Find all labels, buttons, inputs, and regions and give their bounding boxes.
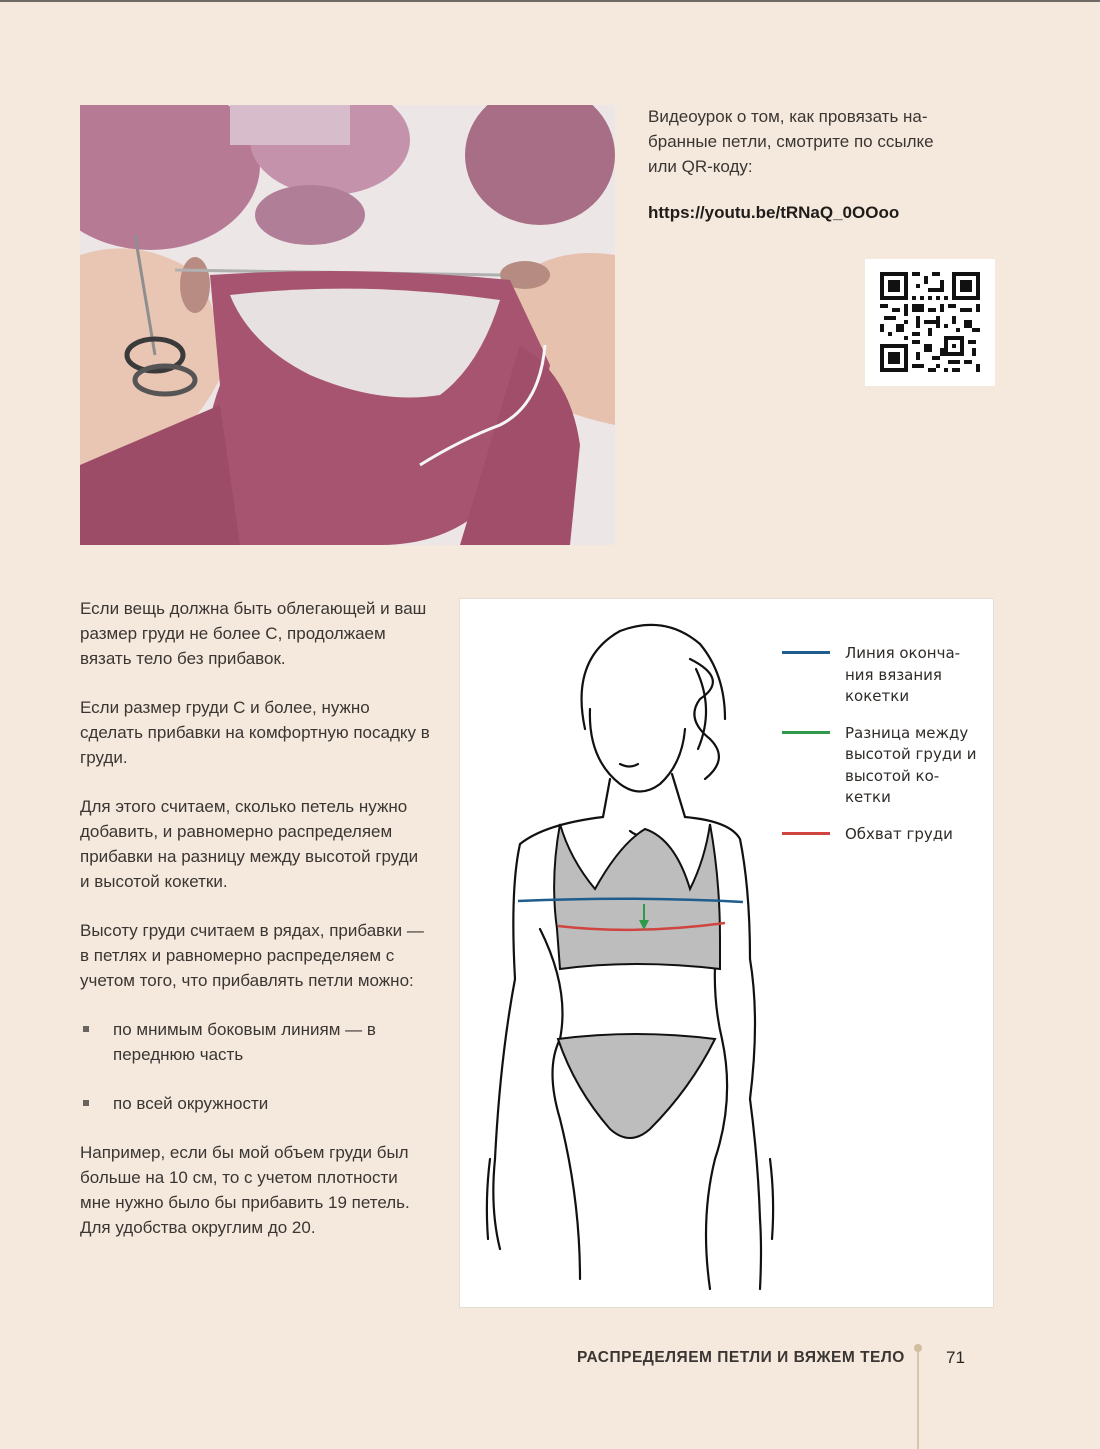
- paragraph-2: Если размер груди С и более, нужно сделать прибавки на комфортную посадку в груди.: [80, 698, 430, 767]
- knitting-photo: [80, 105, 615, 545]
- body-diagram: [459, 598, 994, 1308]
- video-line-2: бранные петли, смотрите по ссылке: [648, 132, 934, 151]
- footer-divider: [917, 1348, 919, 1449]
- legend-item-height-difference: [782, 723, 982, 809]
- video-line-3: или QR-коду:: [648, 157, 753, 176]
- bullet-icon: [83, 1100, 89, 1106]
- video-link[interactable]: https://youtu.be/tRNaQ_0OOoo: [648, 203, 900, 222]
- list-item: [80, 1091, 430, 1116]
- list-item-text: по всей окружности: [113, 1094, 269, 1113]
- body-text: [80, 596, 430, 1264]
- legend-label: Линия оконча- ния вязания кокетки: [845, 644, 961, 705]
- legend-swatch-blue: [782, 651, 830, 654]
- video-description: [648, 104, 988, 179]
- legend-item-yoke-end: [782, 643, 982, 708]
- page-number: 71: [946, 1348, 965, 1367]
- footer-section-title: РАСПРЕДЕЛЯЕМ ПЕТЛИ И ВЯЖЕМ ТЕЛО: [577, 1349, 905, 1366]
- legend-item-bust: [782, 824, 982, 846]
- paragraph-3: Для этого считаем, сколько петель нужно добавить, и равномерно распределяем прибавки на разницу между высотой груди и высотой кокетки.: [80, 797, 419, 891]
- top-rule: [0, 0, 1100, 2]
- footer-dot: [914, 1344, 922, 1352]
- paragraph-5: Например, если бы мой объем груди был больше на 10 см, то с учетом плотности мне нужно было бы прибавить 19 петель. Для удобства округлим до 20.: [80, 1143, 410, 1237]
- legend-swatch-green: [782, 731, 830, 734]
- bullet-icon: [83, 1026, 89, 1032]
- paragraph-4: Высоту груди считаем в рядах, прибавки — в петлях и равномерно распределяем с учетом того, что прибавлять петли можно:: [80, 921, 424, 990]
- list-item: [80, 1017, 430, 1067]
- legend: [782, 643, 982, 860]
- qr-code[interactable]: [865, 259, 995, 386]
- list-item-text: по мнимым боковым линиям — в переднюю часть: [113, 1020, 376, 1064]
- paragraph-1: Если вещь должна быть облегающей и ваш размер груди не более С, продолжаем вязать тело без прибавок.: [80, 599, 427, 668]
- legend-swatch-red: [782, 832, 830, 835]
- legend-label: Разница между высотой груди и высотой ко- кетки: [845, 723, 977, 806]
- video-line-1: Видеоурок о том, как провязать на-: [648, 107, 928, 126]
- bullet-list: [80, 1017, 430, 1116]
- legend-label: Обхват груди: [845, 824, 953, 843]
